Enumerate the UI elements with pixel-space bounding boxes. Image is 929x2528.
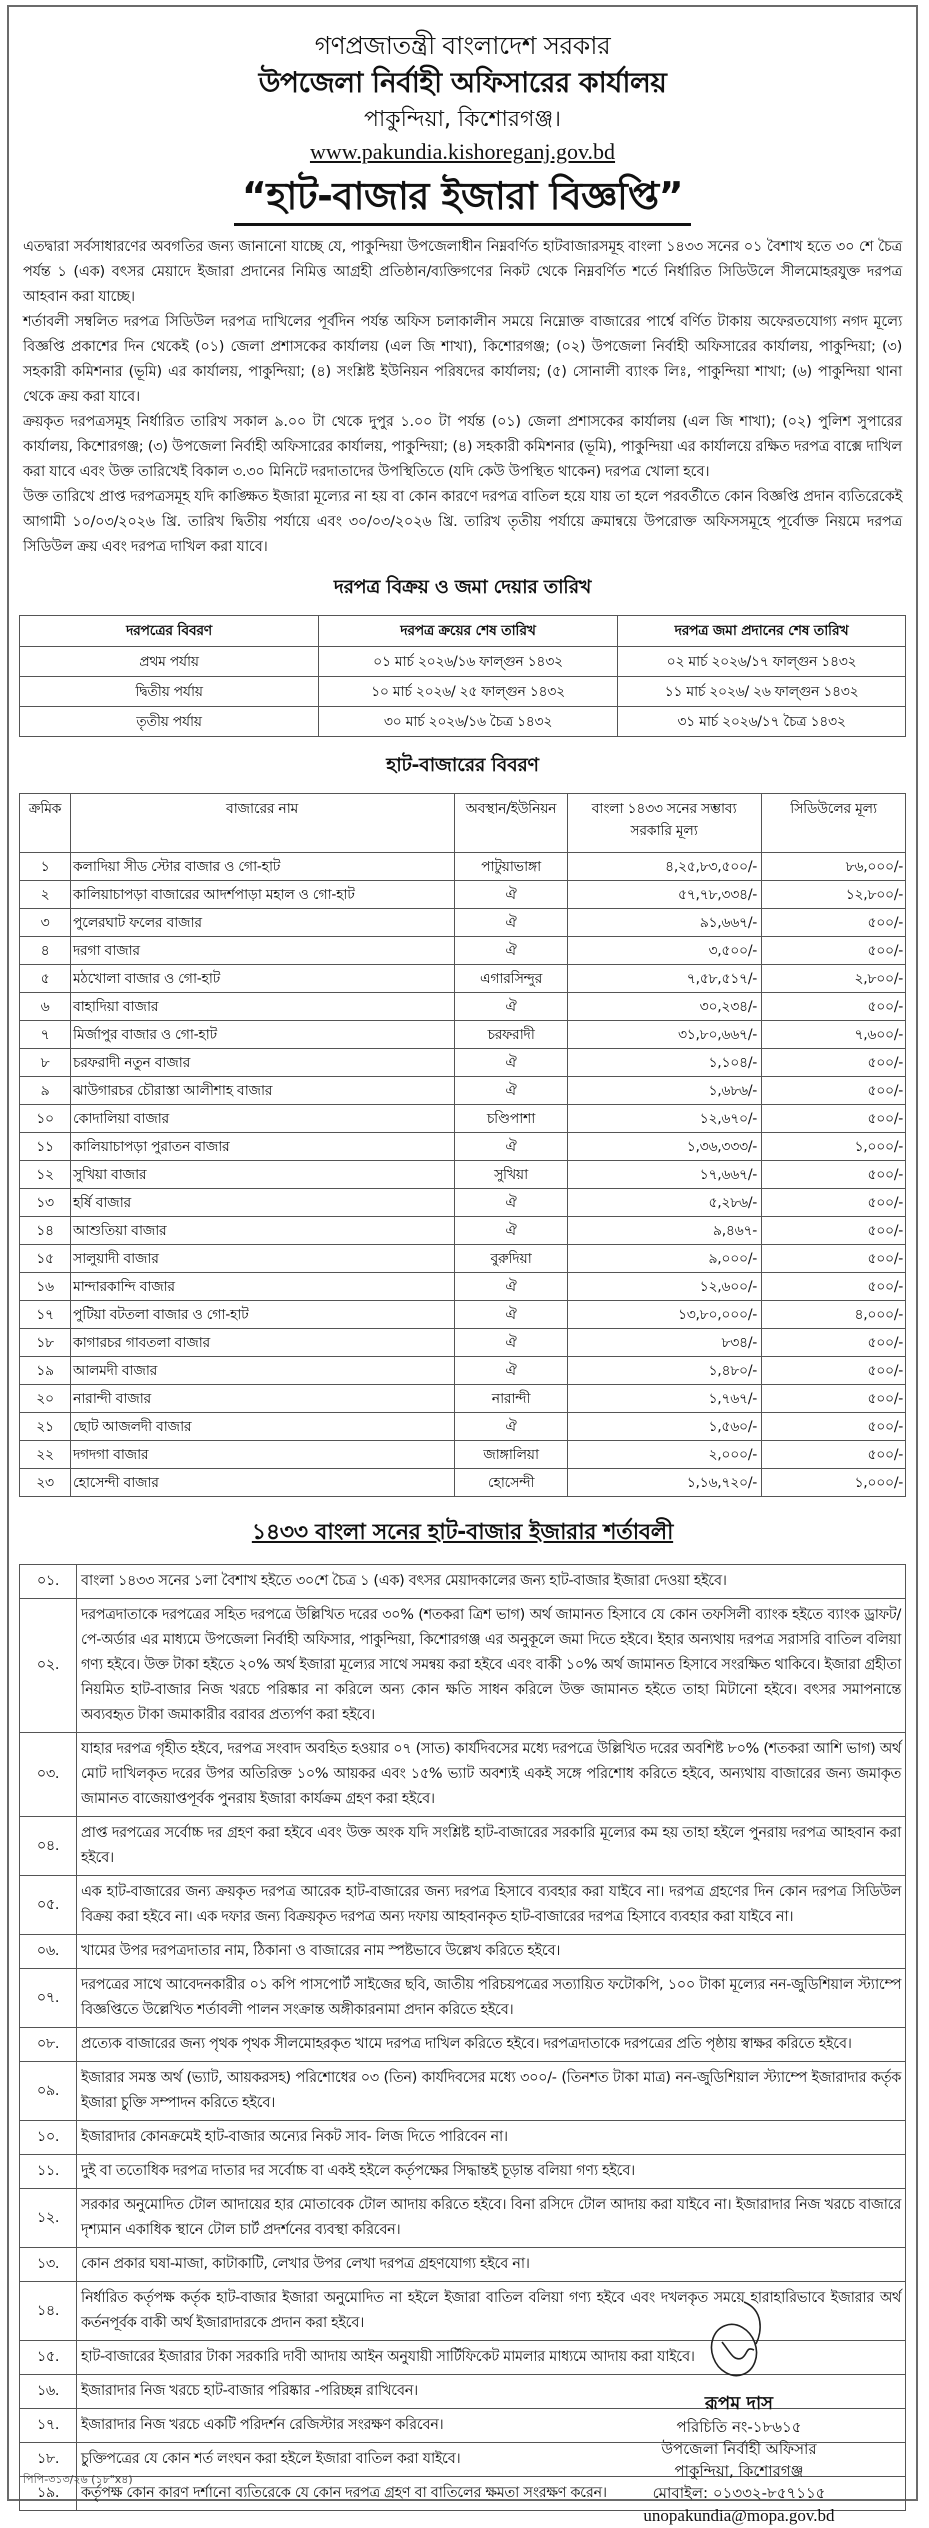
bazar-name-cell: কাগারচর গাবতলা বাজার bbox=[71, 1329, 455, 1357]
bazar-row bbox=[20, 1133, 906, 1161]
govt-price-cell: ১,৫৬০/- bbox=[568, 1413, 762, 1441]
govt-price-cell: ১৭,৬৬৭/- bbox=[568, 1161, 762, 1189]
bazar-row bbox=[20, 1357, 906, 1385]
bazar-name-cell: মঠখোলা বাজার ও গো-হাট bbox=[71, 965, 455, 993]
term-row bbox=[20, 1565, 906, 1599]
dates-col-header: দরপত্র ক্রয়ের শেষ তারিখ bbox=[319, 616, 618, 647]
bazar-row bbox=[20, 993, 906, 1021]
serial-cell: ৩ bbox=[20, 909, 71, 937]
schedule-price-cell: ৫০০/- bbox=[762, 1189, 906, 1217]
term-number: ১৮. bbox=[20, 2443, 77, 2477]
term-row bbox=[20, 2248, 906, 2282]
bazar-col-header: ক্রমিক bbox=[20, 794, 71, 853]
bazar-row bbox=[20, 1301, 906, 1329]
union-cell: নারান্দী bbox=[455, 1385, 568, 1413]
website-link[interactable]: www.pakundia.kishoreganj.gov.bd bbox=[309, 139, 616, 164]
intro-paragraph-1: এতদ্বারা সর্বসাধারণের অবগতির জন্য জানানো যাচ্ছে যে, পাকুন্দিয়া উপজেলাধীন নিম্নবর্ণিত হাটবাজারসমূহ বাংলা ১৪৩৩ সনের ০১ বৈশাখ হতে ৩০ শে চৈত্র পর্যন্ত ১ (এক) বৎসর মেয়াদে ইজারা প্রদানের নিমিত্ত আগ্রহী প্রতিষ্ঠান/ব্যক্তিগণের নিকট থেকে নিম্নবর্ণিত শর্তে নির্ধারিত সিডিউলে সীলমোহরযুক্ত দরপত্র আহবান করা যাচ্ছে। bbox=[23, 238, 902, 305]
union-cell: ঐ bbox=[455, 881, 568, 909]
govt-price-cell: ১,৬৮৬/- bbox=[568, 1077, 762, 1105]
schedule-price-cell: ৫০০/- bbox=[762, 1385, 906, 1413]
term-number: ০১. bbox=[20, 1565, 77, 1599]
serial-cell: ৮ bbox=[20, 1049, 71, 1077]
term-row bbox=[20, 1599, 906, 1733]
term-text: চুক্তিপত্রের যে কোন শর্ত লংঘন করা হইলে ইজারা বাতিল করা যাইবে। bbox=[77, 2443, 906, 2477]
serial-cell: ১৮ bbox=[20, 1329, 71, 1357]
union-cell: পাটুয়াভাঙ্গা bbox=[455, 853, 568, 881]
term-number: ০৮. bbox=[20, 2028, 77, 2062]
bazar-row bbox=[20, 909, 906, 937]
dates-header-row bbox=[20, 616, 906, 647]
term-number: ০৬. bbox=[20, 1935, 77, 1969]
union-cell: ঐ bbox=[455, 1049, 568, 1077]
union-cell: ঐ bbox=[455, 1301, 568, 1329]
union-cell: ঐ bbox=[455, 993, 568, 1021]
bazar-rows bbox=[20, 853, 906, 1497]
purchase-deadline-cell: ০১ মার্চ ২০২৬/১৬ ফাল্গুন ১৪৩২ bbox=[319, 647, 618, 677]
union-cell: ঐ bbox=[455, 909, 568, 937]
bazar-name-cell: আলমদী বাজার bbox=[71, 1357, 455, 1385]
govt-price-cell: ৯,৪৬৭- bbox=[568, 1217, 762, 1245]
term-number: ১৬. bbox=[20, 2375, 77, 2409]
bazar-table bbox=[19, 793, 906, 1497]
signatory-name: রূপম দাস bbox=[704, 2393, 774, 2414]
term-number: ১৫. bbox=[20, 2341, 77, 2375]
term-text: দুই বা ততোধিক দরপত্র দাতার দর সর্বোচ্চ বা একই হইলে কর্তৃপক্ষের সিদ্ধান্তই চূড়ান্ত বলিয়া গণ্য হইবে। bbox=[77, 2155, 906, 2189]
term-number: ১০. bbox=[20, 2121, 77, 2155]
schedule-price-cell: ১,০০০/- bbox=[762, 1469, 906, 1497]
term-number: ০৩. bbox=[20, 1733, 77, 1817]
schedule-price-cell: ১২,৮০০/- bbox=[762, 881, 906, 909]
bazar-row bbox=[20, 1105, 906, 1133]
union-cell: চণ্ডিপাশা bbox=[455, 1105, 568, 1133]
bazar-name-cell: পুটিয়া বটতলা বাজার ও গো-হাট bbox=[71, 1301, 455, 1329]
govt-price-cell: ১,১৬,৭২০/- bbox=[568, 1469, 762, 1497]
term-row bbox=[20, 2062, 906, 2121]
term-number: ০২. bbox=[20, 1599, 77, 1733]
bazar-col-header: বাজারের নাম bbox=[71, 794, 455, 853]
bazar-name-cell: কলাদিয়া সীড স্টোর বাজার ও গো-হাট bbox=[71, 853, 455, 881]
govt-price-cell: ৪,২৫,৮৩,৫০০/- bbox=[568, 853, 762, 881]
term-text: নির্ধারিত কর্তৃপক্ষ কর্তৃক হাট-বাজার ইজারা অনুমোদিত না হইলে ইজারা বাতিল বলিয়া গণ্য হইবে এবং দখলকৃত সময়ে হারাহারিভাবে ইজারার অর্থ কর্তনপূর্বক বাকী অর্থ ইজারাদারকে প্রদান করা হইবে। bbox=[77, 2282, 906, 2341]
term-text: কোন প্রকার ঘষা-মাজা, কাটাকাটি, লেখার উপর লেখা দরপত্র গ্রহণযোগ্য হইবে না। bbox=[77, 2248, 906, 2282]
govt-price-cell: ২,০০০/- bbox=[568, 1441, 762, 1469]
signatory-designation: উপজেলা নির্বাহী অফিসার bbox=[661, 2440, 817, 2458]
term-row bbox=[20, 1935, 906, 1969]
bazar-name-cell: সুখিয়া বাজার bbox=[71, 1161, 455, 1189]
govt-price-cell: ১২,৬০০/- bbox=[568, 1273, 762, 1301]
serial-cell: ১৩ bbox=[20, 1189, 71, 1217]
bazar-name-cell: ছোট আজলদী বাজার bbox=[71, 1413, 455, 1441]
term-number: ১২. bbox=[20, 2189, 77, 2248]
submission-deadline-cell: ৩১ মার্চ ২০২৬/১৭ চৈত্র ১৪৩২ bbox=[618, 707, 906, 737]
schedule-price-cell: ৫০০/- bbox=[762, 1357, 906, 1385]
serial-cell: ১০ bbox=[20, 1105, 71, 1133]
term-row bbox=[20, 1969, 906, 2028]
term-row bbox=[20, 1733, 906, 1817]
intro-paragraph-2: শর্তাবলী সম্বলিত দরপত্র সিডিউল দরপত্র দাখিলের পূর্বদিন পর্যন্ত অফিস চলাকালীন সময়ে নিম্নোক্ত বাজারের পার্শ্বে বর্ণিত টাকায় অফেরতযোগ্য নগদ মূল্যে বিজ্ঞপ্তি প্রকাশের দিন থেকেই (০১) জেলা প্রশাসকের কার্যালয় (এল জি শাখা), কিশোরগঞ্জ; (০২) উপজেলা নির্বাহী অফিসারের কার্যালয়, পাকুন্দিয়া; (৩) সহকারী কমিশনার (ভূমি) এর কার্যালয়, পাকুন্দিয়া; (৪) সংশ্লিষ্ট ইউনিয়ন পরিষদের কার্যালয়; (৫) সোনালী ব্যাংক লিঃ, পাকুন্দিয়া শাখা; (৬) পাকুন্দিয়া থানা থেকে ক্রয় করা যাবে। bbox=[23, 313, 902, 405]
term-text: বাংলা ১৪৩৩ সনের ১লা বৈশাখ হইতে ৩০শে চৈত্র ১ (এক) বৎসর মেয়াদকালের জন্য হাট-বাজার ইজারা দেওয়া হইবে। bbox=[77, 1565, 906, 1599]
bazar-row bbox=[20, 965, 906, 993]
bazar-name-cell: চরফরাদী নতুন বাজার bbox=[71, 1049, 455, 1077]
bazar-name-cell: হর্ষি বাজার bbox=[71, 1189, 455, 1217]
schedule-price-cell: ৫০০/- bbox=[762, 909, 906, 937]
term-text: দরপত্রদাতাকে দরপত্রের সহিত দরপত্রে উল্লিখিত দরের ৩০% (শতকরা ত্রিশ ভাগ) অর্থ জামানত হিসাবে যে কোন তফসিলী ব্যাংক হইতে ব্যাংক ড্রাফট/পে-অর্ডার এর মাধ্যমে উপজেলা নির্বাহী অফিসার, পাকুন্দিয়া, কিশোরগঞ্জ এর অনুকূলে জমা দিতে হইবে। ইহার অন্যথায় দরপত্র সরাসরি বাতিল বলিয়া গণ্য হইবে। উক্ত টাকা হইতে ২০% অর্থ ইজারা মূল্যের সাথে সমন্বয় করা হইবে এবং বাকী ১০% অর্থ জামানত হিসাবে সংরক্ষিত থাকিবে। ইজারা গ্রহীতা নিয়মিত হাট-বাজার নিজ খরচে পরিষ্কার না করিলে অন্য কোন ক্ষতি সাধন করিলে উক্ত জামানত হইতে তাহা মিটানো হইবে। বৎসর সমাপনান্তে অব্যবহৃত টাকা জমাকারীর বরাবর প্রত্যর্পণ করা হইবে। bbox=[77, 1599, 906, 1733]
signature-icon bbox=[704, 2292, 774, 2382]
bazar-name-cell: ঝাউগারচর চৌরাস্তা আলীশাহ বাজার bbox=[71, 1077, 455, 1105]
govt-price-cell: ৮৩৪/- bbox=[568, 1329, 762, 1357]
bazar-row bbox=[20, 1273, 906, 1301]
term-text: এক হাট-বাজারের জন্য ক্রয়কৃত দরপত্র আরেক হাট-বাজারের জন্য দরপত্র হিসাবে ব্যবহার করা যাইবে না। দরপত্র গ্রহণের দিন কোন দরপত্র সিডিউল বিক্রয় করা হইবে না। এক দফার জন্য বিক্রয়কৃত দরপত্র অন্য দফায় আহবানকৃত হাট-বাজারের দরপত্র হিসাবে ব্যবহার করা যাইবে না। bbox=[77, 1876, 906, 1935]
term-text: সরকার অনুমোদিত টোল আদায়ের হার মোতাবেক টোল আদায় করিতে হইবে। বিনা রসিদে টোল আদায় করা যাইবে না। ইজারাদার নিজ খরচে বাজারে দৃশ্যমান একাধিক স্থানে টোল চার্ট প্রদর্শনের ব্যবস্থা করিবেন। bbox=[77, 2189, 906, 2248]
govt-price-cell: ৩,৫০০/- bbox=[568, 937, 762, 965]
term-row bbox=[20, 2189, 906, 2248]
stage-cell: প্রথম পর্যায় bbox=[20, 647, 319, 677]
bazar-row bbox=[20, 1245, 906, 1273]
union-cell: ঐ bbox=[455, 1273, 568, 1301]
term-text: ইজারাদার নিজ খরচে একটি পরিদর্শন রেজিস্টার সংরক্ষণ করিবেন। bbox=[77, 2409, 906, 2443]
schedule-price-cell: ৫০০/- bbox=[762, 1077, 906, 1105]
bazar-row bbox=[20, 1189, 906, 1217]
govt-price-cell: ১,৪৮০/- bbox=[568, 1357, 762, 1385]
term-row bbox=[20, 2155, 906, 2189]
notice-page bbox=[7, 5, 918, 2525]
serial-cell: ২০ bbox=[20, 1385, 71, 1413]
bazar-row bbox=[20, 1385, 906, 1413]
bazar-name-cell: দরগা বাজার bbox=[71, 937, 455, 965]
union-cell: ঐ bbox=[455, 1413, 568, 1441]
serial-cell: ১৯ bbox=[20, 1357, 71, 1385]
government-name: গণপ্রজাতন্ত্রী বাংলাদেশ সরকার bbox=[314, 31, 611, 60]
bazar-row bbox=[20, 937, 906, 965]
govt-price-cell: ৩০,২৩৪/- bbox=[568, 993, 762, 1021]
union-cell: এগারসিন্দুর bbox=[455, 965, 568, 993]
signature-block bbox=[604, 2292, 874, 2528]
terms-section-title: ১৪৩৩ বাংলা সনের হাট-বাজার ইজারার শর্তাবলী bbox=[251, 1520, 674, 1545]
serial-cell: ২ bbox=[20, 881, 71, 909]
govt-price-cell: ১৩,৮০,০০০/- bbox=[568, 1301, 762, 1329]
dates-col-header: দরপত্রের বিবরণ bbox=[20, 616, 319, 647]
term-text: হাট-বাজারের ইজারার টাকা সরকারি দাবী আদায় আইন অনুযায়ী সার্টিফিকেট মামলার মাধ্যমে আদায় করা যাইবে। bbox=[77, 2341, 906, 2375]
term-text: ইজারাদার নিজ খরচে হাট-বাজার পরিষ্কার -পরিচ্ছন্ন রাখিবেন। bbox=[77, 2375, 906, 2409]
union-cell: ঐ bbox=[455, 1077, 568, 1105]
submission-deadline-cell: ০২ মার্চ ২০২৬/১৭ ফাল্গুন ১৪৩২ bbox=[618, 647, 906, 677]
schedule-price-cell: ২,৮০০/- bbox=[762, 965, 906, 993]
schedule-price-cell: ৫০০/- bbox=[762, 993, 906, 1021]
bazar-col-header: সিডিউলের মূল্য bbox=[762, 794, 906, 853]
bazar-col-header: অবস্থান/ইউনিয়ন bbox=[455, 794, 568, 853]
bazar-name-cell: বাহাদিয়া বাজার bbox=[71, 993, 455, 1021]
serial-cell: ২১ bbox=[20, 1413, 71, 1441]
bazar-name-cell: মির্জাপুর বাজার ও গো-হাট bbox=[71, 1021, 455, 1049]
bazar-name-cell: কালিয়াচাপড়া পুরাতন বাজার bbox=[71, 1133, 455, 1161]
bazar-col-header: বাংলা ১৪৩৩ সনের সম্ভাব্য সরকারি মূল্য bbox=[568, 794, 762, 853]
schedule-price-cell: ৪,০০০/- bbox=[762, 1301, 906, 1329]
serial-cell: ২৩ bbox=[20, 1469, 71, 1497]
term-text: ইজারাদার কোনক্রমেই হাট-বাজার অন্যের নিকট সাব- লিজ দিতে পারিবেন না। bbox=[77, 2121, 906, 2155]
bazar-name-cell: হোসেন্দী বাজার bbox=[71, 1469, 455, 1497]
term-number: ১৭. bbox=[20, 2409, 77, 2443]
govt-price-cell: ১২,৬৭০/- bbox=[568, 1105, 762, 1133]
serial-cell: ১৭ bbox=[20, 1301, 71, 1329]
term-text: দরপত্রের সাথে আবেদনকারীর ০১ কপি পাসপোর্ট সাইজের ছবি, জাতীয় পরিচয়পত্রের সত্যায়িত ফটোকপি, ১০০ টাকা মূল্যের নন-জুডিশিয়াল স্ট্যাম্পে বিজ্ঞপ্তিতে উল্লেখিত শর্তাবলী পালন সংক্রান্ত অঙ্গীকারনামা প্রদান করিতে হইবে। bbox=[77, 1969, 906, 2028]
term-row bbox=[20, 1817, 906, 1876]
schedule-price-cell: ৫০০/- bbox=[762, 937, 906, 965]
schedule-price-cell: ৫০০/- bbox=[762, 1105, 906, 1133]
dates-col-header: দরপত্র জমা প্রদানের শেষ তারিখ bbox=[618, 616, 906, 647]
bazar-name-cell: নারান্দী বাজার bbox=[71, 1385, 455, 1413]
term-text: কর্তৃপক্ষ কোন কারণ দর্শানো ব্যতিরেকে যে কোন দরপত্র গ্রহণ বা বাতিলের ক্ষমতা সংরক্ষণ করেন। bbox=[77, 2477, 906, 2511]
bazar-row bbox=[20, 881, 906, 909]
bazar-name-cell: পুলেরঘাট ফলের বাজার bbox=[71, 909, 455, 937]
term-number: ১৩. bbox=[20, 2248, 77, 2282]
govt-price-cell: ৩১,৮০,৬৬৭/- bbox=[568, 1021, 762, 1049]
serial-cell: ১ bbox=[20, 853, 71, 881]
bazar-name-cell: মান্দারকান্দি বাজার bbox=[71, 1273, 455, 1301]
union-cell: সুখিয়া bbox=[455, 1161, 568, 1189]
govt-price-cell: ৯,০০০/- bbox=[568, 1245, 762, 1273]
signatory-mobile: মোবাইল: ০১৩৩২-৮৫৭১১৫ bbox=[652, 2484, 826, 2502]
term-row bbox=[20, 2121, 906, 2155]
schedule-price-cell: ৫০০/- bbox=[762, 1273, 906, 1301]
signatory-id: পরিচিতি নং-১৮৬১৫ bbox=[676, 2418, 802, 2436]
term-row bbox=[20, 1876, 906, 1935]
bazar-name-cell: আশুতিয়া বাজার bbox=[71, 1217, 455, 1245]
serial-cell: ৫ bbox=[20, 965, 71, 993]
schedule-price-cell: ৫০০/- bbox=[762, 1049, 906, 1077]
union-cell: ঐ bbox=[455, 1329, 568, 1357]
bazar-name-cell: দগদগা বাজার bbox=[71, 1441, 455, 1469]
govt-price-cell: ১,৭৬৭/- bbox=[568, 1385, 762, 1413]
submission-deadline-cell: ১১ মার্চ ২০২৬/ ২৬ ফাল্গুন ১৪৩২ bbox=[618, 677, 906, 707]
purchase-deadline-cell: ৩০ মার্চ ২০২৬/১৬ চৈত্র ১৪৩২ bbox=[319, 707, 618, 737]
term-text: প্রাপ্ত দরপত্রের সর্বোচ্চ দর গ্রহণ করা হইবে এবং উক্ত অংক যদি সংশ্লিষ্ট হাট-বাজারের সরকারি মূল্যের কম হয় তাহা হইলে পুনরায় দরপত্র আহবান করা হইবে। bbox=[77, 1817, 906, 1876]
union-cell: ঐ bbox=[455, 1133, 568, 1161]
govt-price-cell: ৯১,৬৬৭/- bbox=[568, 909, 762, 937]
govt-price-cell: ৭,৫৮,৫১৭/- bbox=[568, 965, 762, 993]
term-text: যাহার দরপত্র গৃহীত হইবে, দরপত্র সংবাদ অবহিত হওয়ার ০৭ (সাত) কার্যদিবসের মধ্যে দরপত্রে উল্লিখিত দরের অবশিষ্ট ৮০% (শতকরা আশি ভাগ) অর্থ মোট দাখিলকৃত দরের উপর অতিরিক্ত ১০% আয়কর এবং ১৫% ভ্যাট অবশ্যই একই সঙ্গে পরিশোধ করিতে হইবে, অন্যথায় বাজারের জন্য জমাকৃত জামানত বাজেয়াপ্তপূর্বক পুনরায় ইজারা কার্যক্রম গ্রহণ করা হইবে। bbox=[77, 1733, 906, 1817]
govt-price-cell: ৫,২৮৬/- bbox=[568, 1189, 762, 1217]
bazar-row bbox=[20, 1469, 906, 1497]
union-cell: হোসেন্দী bbox=[455, 1469, 568, 1497]
stage-cell: দ্বিতীয় পর্যায় bbox=[20, 677, 319, 707]
bazar-header-row bbox=[20, 794, 906, 853]
schedule-price-cell: ৭,৬০০/- bbox=[762, 1021, 906, 1049]
intro-paragraph-3: ক্রয়কৃত দরপত্রসমূহ নির্ধারিত তারিখ সকাল ৯.০০ টা থেকে দুপুর ১.০০ টা পর্যন্ত (০১) জেলা প্রশাসকের কার্যালয় (এল জি শাখা); (০২) পুলিশ সুপারের কার্যালয়, কিশোরগঞ্জ; (৩) উপজেলা নির্বাহী অফিসারের কার্যালয়, পাকুন্দিয়া; (৪) সহকারী কমিশনার (ভূমি), পাকুন্দিয়া এর কার্যালয়ে রক্ষিত দরপত্র বাক্সে দাখিল করা যাবে এবং উক্ত তারিখেই বিকাল ৩.৩০ মিনিটে দরদাতাদের উপস্থিতিতে (যদি কেউ উপস্থিত থাকেন) দরপত্র খোলা হবে। bbox=[23, 413, 903, 480]
schedule-price-cell: ৫০০/- bbox=[762, 1245, 906, 1273]
serial-cell: ১৫ bbox=[20, 1245, 71, 1273]
dates-row bbox=[20, 647, 906, 677]
term-text: ইজারার সমস্ত অর্থ (ভ্যাট, আয়করসহ) পরিশোধের ০৩ (তিন) কার্যদিবসের মধ্যে ৩০০/- (তিনশত টাকা মাত্র) নন-জুডিশিয়াল স্ট্যাম্পে ইজারাদার কর্তৃক ইজারা চুক্তি সম্পাদন করিতে হইবে। bbox=[77, 2062, 906, 2121]
serial-cell: ১২ bbox=[20, 1161, 71, 1189]
serial-cell: ১১ bbox=[20, 1133, 71, 1161]
schedule-price-cell: ৮৬,০০০/- bbox=[762, 853, 906, 881]
schedule-price-cell: ১,০০০/- bbox=[762, 1133, 906, 1161]
schedule-price-cell: ৫০০/- bbox=[762, 1217, 906, 1245]
schedule-price-cell: ৫০০/- bbox=[762, 1329, 906, 1357]
dates-row bbox=[20, 677, 906, 707]
govt-price-cell: ১,৩৬,৩৩৩/- bbox=[568, 1133, 762, 1161]
bazar-row bbox=[20, 853, 906, 881]
bazar-row bbox=[20, 1021, 906, 1049]
govt-price-cell: ৫৭,৭৮,৩৩৪/- bbox=[568, 881, 762, 909]
bazar-row bbox=[20, 1413, 906, 1441]
bazar-row bbox=[20, 1161, 906, 1189]
schedule-price-cell: ৫০০/- bbox=[762, 1441, 906, 1469]
stage-cell: তৃতীয় পর্যায় bbox=[20, 707, 319, 737]
bazar-row bbox=[20, 1077, 906, 1105]
union-cell: চরফরাদী bbox=[455, 1021, 568, 1049]
bazar-section-title: হাট-বাজারের বিবরণ bbox=[386, 754, 539, 776]
union-cell: ঐ bbox=[455, 937, 568, 965]
term-number: ১৯. bbox=[20, 2477, 77, 2511]
term-row bbox=[20, 2028, 906, 2062]
office-name: উপজেলা নির্বাহী অফিসারের কার্যালয় bbox=[258, 66, 667, 99]
serial-cell: ৬ bbox=[20, 993, 71, 1021]
schedule-price-cell: ৫০০/- bbox=[762, 1413, 906, 1441]
print-reference: পিপি-৩১৩/২৬ (১৮"x৪) bbox=[23, 2473, 133, 2486]
notice-title: “হাট-বাজার ইজারা বিজ্ঞপ্তি” bbox=[234, 171, 691, 226]
dates-row bbox=[20, 707, 906, 737]
dates-table bbox=[19, 615, 906, 737]
union-cell: ঐ bbox=[455, 1217, 568, 1245]
bazar-name-cell: সালুয়াদী বাজার bbox=[71, 1245, 455, 1273]
term-number: ০৯. bbox=[20, 2062, 77, 2121]
serial-cell: ১৬ bbox=[20, 1273, 71, 1301]
union-cell: ঐ bbox=[455, 1357, 568, 1385]
term-number: ১১. bbox=[20, 2155, 77, 2189]
term-text: খামের উপর দরপত্রদাতার নাম, ঠিকানা ও বাজারের নাম স্পষ্টভাবে উল্লেখ করিতে হইবে। bbox=[77, 1935, 906, 1969]
bazar-row bbox=[20, 1217, 906, 1245]
office-location: পাকুন্দিয়া, কিশোরগঞ্জ। bbox=[363, 107, 562, 132]
term-number: ১৪. bbox=[20, 2282, 77, 2341]
term-number: ০৫. bbox=[20, 1876, 77, 1935]
term-number: ০৭. bbox=[20, 1969, 77, 2028]
signatory-location: পাকুন্দিয়া, কিশোরগঞ্জ bbox=[674, 2462, 804, 2480]
union-cell: জাঙ্গালিয়া bbox=[455, 1441, 568, 1469]
notice-header bbox=[9, 29, 916, 226]
signatory-email[interactable]: unopakundia@mopa.gov.bd bbox=[643, 2506, 835, 2525]
bazar-name-cell: কোদালিয়া বাজার bbox=[71, 1105, 455, 1133]
schedule-price-cell: ৫০০/- bbox=[762, 1161, 906, 1189]
serial-cell: ১৪ bbox=[20, 1217, 71, 1245]
serial-cell: ৯ bbox=[20, 1077, 71, 1105]
dates-section-title: দরপত্র বিক্রয় ও জমা দেয়ার তারিখ bbox=[333, 576, 592, 598]
intro-paragraph-4: উক্ত তারিখে প্রাপ্ত দরপত্রসমূহ যদি কাঙ্ক্ষিত ইজারা মূল্যের না হয় বা কোন কারণে দরপত্র বাতিল হয়ে যায় তা হলে পরবর্তীতে কোন বিজ্ঞপ্তি প্রদান ব্যতিরেকেই আগামী ১০/০৩/২০২৬ খ্রি. তারিখ দ্বিতীয় পর্যায়ে এবং ৩০/০৩/২০২৬ খ্রি. তারিখ তৃতীয় পর্যায়ে ক্রমান্বয়ে উপরোক্ত অফিসসমূহে পূর্বোক্ত নিয়মে দরপত্র সিডিউল ক্রয় এবং দরপত্র দাখিল করা যাবে। bbox=[23, 488, 902, 555]
term-number: ০৪. bbox=[20, 1817, 77, 1876]
serial-cell: ৪ bbox=[20, 937, 71, 965]
bazar-row bbox=[20, 1049, 906, 1077]
serial-cell: ৭ bbox=[20, 1021, 71, 1049]
union-cell: বুরুদিয়া bbox=[455, 1245, 568, 1273]
union-cell: ঐ bbox=[455, 1189, 568, 1217]
bazar-row bbox=[20, 1441, 906, 1469]
serial-cell: ২২ bbox=[20, 1441, 71, 1469]
purchase-deadline-cell: ১০ মার্চ ২০২৬/ ২৫ ফাল্গুন ১৪৩২ bbox=[319, 677, 618, 707]
term-text: প্রত্যেক বাজারের জন্য পৃথক পৃথক সীলমোহরকৃত খামে দরপত্র দাখিল করিতে হইবে। দরপত্রদাতাকে দরপত্রের প্রতি পৃষ্ঠায় স্বাক্ষর করিতে হইবে। bbox=[77, 2028, 906, 2062]
bazar-name-cell: কালিয়াচাপড়া বাজারের আদর্শপাড়া মহাল ও গো-হাট bbox=[71, 881, 455, 909]
bazar-row bbox=[20, 1329, 906, 1357]
govt-price-cell: ১,১০৪/- bbox=[568, 1049, 762, 1077]
